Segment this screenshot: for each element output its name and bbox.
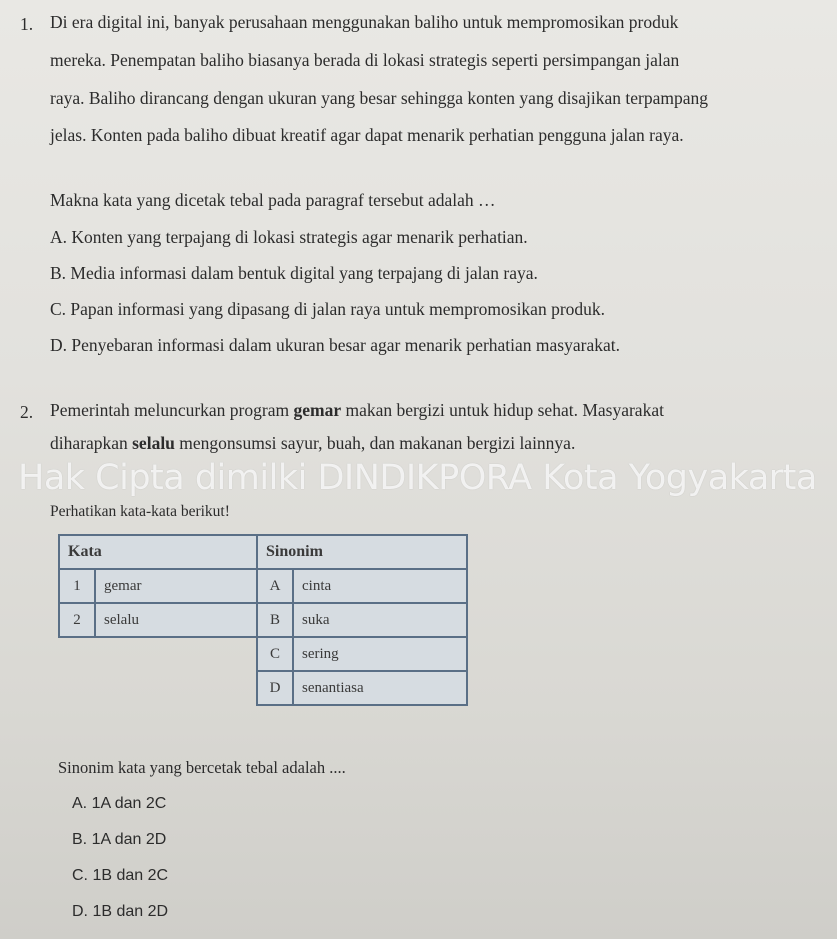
question-2-prompt: Sinonim kata yang bercetak tebal adalah ....	[58, 758, 346, 777]
sinonim-label-a: A	[257, 569, 293, 603]
bold-word-selalu: selalu	[132, 433, 175, 453]
table-row	[59, 569, 467, 603]
question-1-number: 1.	[20, 14, 34, 34]
option-2b[interactable]: B. 1A dan 2D	[72, 831, 167, 848]
bold-word-gemar: gemar	[293, 400, 342, 420]
sinonim-label-c: C	[257, 637, 293, 671]
option-1a[interactable]: A. Konten yang terpajang di lokasi strategis agar menarik perhatian.	[50, 227, 528, 247]
q2-line-1	[50, 402, 664, 420]
sinonim-word-a: cinta	[293, 569, 467, 603]
sinonim-label-d: D	[257, 671, 293, 705]
kata-number-1: 1	[59, 569, 95, 603]
kata-word-2: selalu	[95, 603, 257, 637]
paragraph-line-2: mereka. Penempatan baliho biasanya berada di lokasi strategis seperti persimpangan jalan	[50, 50, 680, 70]
option-2a[interactable]: A. 1A dan 2C	[72, 795, 167, 812]
q2-line-2-post: mengonsumsi sayur, buah, dan makanan bergizi lainnya.	[174, 433, 576, 453]
table-row	[59, 671, 467, 705]
watermark: Hak Cipta dimilki DINDIKPORA Kota Yogyakarta	[18, 458, 817, 498]
option-1d[interactable]: D. Penyebaran informasi dalam ukuran besar agar menarik perhatian masyarakat.	[50, 335, 620, 355]
option-1b[interactable]: B. Media informasi dalam bentuk digital yang terpajang di jalan raya.	[50, 263, 538, 283]
table-row	[59, 637, 467, 671]
option-1c[interactable]: C. Papan informasi yang dipasang di jalan raya untuk mempromosikan produk.	[50, 299, 606, 319]
sinonim-word-d: senantiasa	[293, 671, 467, 705]
paragraph-line-1: Di era digital ini, banyak perusahaan menggunakan baliho untuk mempromosikan produk	[50, 12, 679, 32]
q2-line-2-pre: diharapkan	[50, 433, 133, 453]
kata-word-1: gemar	[95, 569, 257, 603]
q2-line-2	[50, 435, 575, 453]
table-instruction: Perhatikan kata-kata berikut!	[50, 503, 230, 520]
paragraph-line-4: jelas. Konten pada baliho dibuat kreatif agar dapat menarik perhatian pengguna jalan raya.	[50, 125, 684, 145]
paragraph-line-3: raya. Baliho dirancang dengan ukuran yang besar sehingga konten yang disajikan terpampang	[50, 88, 708, 108]
option-2d[interactable]: D. 1B dan 2D	[72, 903, 169, 920]
option-2c[interactable]: C. 1B dan 2C	[72, 867, 169, 884]
table-row	[59, 603, 467, 637]
q2-line-1-pre: Pemerintah meluncurkan program	[50, 400, 294, 420]
sinonim-word-b: suka	[293, 603, 467, 637]
header-sinonim: Sinonim	[257, 535, 467, 569]
synonym-table	[58, 534, 468, 706]
header-kata: Kata	[59, 535, 257, 569]
sinonim-label-b: B	[257, 603, 293, 637]
question-2-number: 2.	[20, 402, 34, 422]
sinonim-word-c: sering	[293, 637, 467, 671]
table-header-row	[59, 535, 467, 569]
kata-number-2: 2	[59, 603, 95, 637]
question-1-prompt: Makna kata yang dicetak tebal pada paragraf tersebut adalah …	[50, 190, 496, 210]
q2-line-1-post: makan bergizi untuk hidup sehat. Masyarakat	[341, 400, 664, 420]
